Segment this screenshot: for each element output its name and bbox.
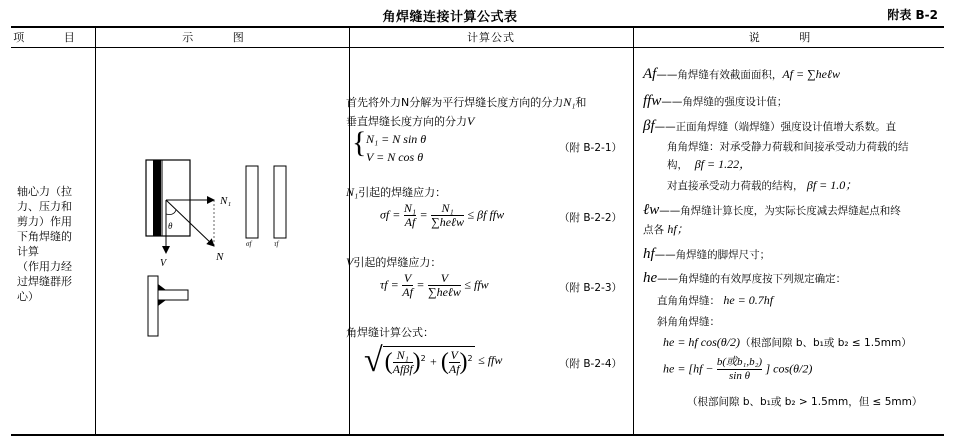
- item-line: 计算: [17, 245, 39, 258]
- section-3-label: [346, 254, 441, 270]
- intro-symbol: N₁: [563, 95, 576, 109]
- note-beta-3: 构， βf = 1.22，: [667, 157, 752, 171]
- intro-line-1: [346, 94, 586, 110]
- label-sigma: σf: [246, 240, 252, 248]
- header-formula: 计算公式: [467, 31, 515, 44]
- intro-text: 垂直焊缝长度方向的分力: [346, 115, 467, 128]
- stress-blocks: [246, 166, 286, 238]
- t-section: [148, 276, 188, 336]
- s2-text: 引起的焊缝应力：: [358, 186, 447, 199]
- item-line: 力、压力和: [17, 200, 72, 213]
- col-divider: [633, 28, 634, 434]
- eq1-number: （附 B-2-1）: [559, 142, 622, 154]
- note-gap-range: （根部间隙 b、b₁或 b₂ > 1.5mm，但 ≤ 5mm）: [687, 396, 923, 408]
- note-ffw: ffw——角焊缝的强度设计值；: [643, 93, 788, 109]
- note-hf: hf——角焊缝的脚焊尺寸；: [643, 246, 771, 262]
- label-n1: N₁: [220, 195, 232, 207]
- item-line: 过焊缝群形: [17, 275, 72, 288]
- label-tau: τf: [274, 240, 279, 248]
- eq1-line-a: N₁ = N sin θ: [366, 132, 427, 146]
- eq3-frac-2: $\frac{V}{\text{∑heℓw}}$: [428, 271, 461, 299]
- item-line: 轴心力（拉: [17, 185, 72, 198]
- intro-text: 首先将外力N分解为平行焊缝长度方向的分力: [346, 96, 564, 109]
- note-lw: ℓw——角焊缝计算长度，为实际长度减去焊缝起点和终: [643, 202, 901, 218]
- note-lw-2: 点各 hf；: [643, 222, 689, 236]
- item-line: （作用力经: [17, 260, 72, 273]
- eq4-frac-2: $\frac{V}{Af}$: [448, 348, 460, 376]
- note-right-angle: 直角角焊缝： he = 0.7hf: [657, 293, 774, 307]
- item-line: 心）: [17, 290, 39, 303]
- item-line: 下角焊缝的: [17, 230, 72, 243]
- note-beta: βf——正面角焊缝（端焊缝）强度设计值增大系数。直: [643, 118, 897, 134]
- eq1-line-b: V = N cos θ: [366, 150, 424, 164]
- note-he-formula-2: he = [hf − $\frac{\text{b(或b₁,b₂)}}{\text{sin θ}}$ ] cos(θ/2): [663, 356, 813, 382]
- intro-text-end: 和: [575, 96, 587, 109]
- item-description: [17, 184, 97, 304]
- note-af: Af——角焊缝有效截面面积，Af = ∑heℓw: [643, 66, 840, 82]
- label-v: V: [160, 258, 167, 269]
- equation-3: τf = $\frac{V}{Af}$ = $\frac{V}{\text{∑heℓw}}$ ≤ ffw: [380, 271, 489, 299]
- eq2-lhs: σf =: [380, 207, 401, 222]
- appendix-tag: 附表 B-2: [887, 8, 938, 22]
- eq4-frac-1: $\frac{\text{N₁}}{\text{Afβf}}$: [392, 348, 413, 376]
- eq2-rhs: ≤ βf ffw: [467, 207, 505, 222]
- equation-4: √( $\frac{\text{N₁}}{\text{Afβf}}$ )$^2$ + ( $\frac{V}{Af}$ )$^2$ ≤ ffw: [364, 342, 503, 379]
- s2-symbol: N₁: [346, 185, 359, 199]
- intro-symbol: V: [467, 114, 475, 128]
- item-line: 剪力）作用: [17, 215, 72, 228]
- label-n: N: [216, 251, 224, 263]
- eq4-rhs: ≤ ffw: [478, 353, 503, 367]
- eq3-frac-1: $\frac{V}{Af}$: [402, 271, 413, 299]
- label-theta: θ: [168, 221, 173, 231]
- sqrt-sign: √: [364, 342, 383, 379]
- eq3-number: （附 B-2-3）: [559, 282, 622, 294]
- note-beta-2: 角角焊缝：对承受静力荷载和间接承受动力荷载的结: [667, 141, 909, 153]
- eq2-frac-1: $\frac{\text{N₁}}{Af}$: [403, 201, 417, 229]
- note-he-formula-1: he = hf cos(θ/2)（根部间隙 b、b₁或 b₂ ≤ 1.5mm）: [663, 335, 912, 349]
- header-figure: 示 图: [182, 31, 262, 44]
- note-he: he——角焊缝的有效厚度按下列规定确定：: [643, 270, 847, 286]
- brace: {: [352, 126, 367, 159]
- note-beta-4: 对直接承受动力荷载的结构， βf = 1.0；: [667, 178, 858, 192]
- eq2-frac-2: $\frac{\text{N₁}}{\text{∑heℓw}}$: [431, 201, 465, 229]
- header-notes: 说 明: [748, 31, 829, 44]
- header-item: 项 目: [13, 31, 93, 44]
- eq2-number: （附 B-2-2）: [559, 212, 622, 224]
- eq3-rhs: ≤ ffw: [464, 277, 489, 292]
- equation-2: σf = $\frac{\text{N₁}}{Af}$ = $\frac{\text{N₁}}{\text{∑heℓw}}$ ≤ βf ffw: [380, 201, 505, 229]
- eq3-lhs: τf =: [380, 277, 399, 292]
- eq4-number: （附 B-2-4）: [559, 358, 622, 370]
- weld-diagram: [96, 46, 350, 436]
- section-2-label: [346, 184, 446, 200]
- note-skew-angle: 斜角角焊缝：: [657, 316, 720, 328]
- section-4-label: 角焊缝计算公式：: [346, 326, 434, 339]
- s3-symbol: V: [346, 255, 354, 269]
- table-title: 角焊缝连接计算公式表: [382, 10, 518, 25]
- s3-text: 引起的焊缝应力：: [353, 256, 442, 269]
